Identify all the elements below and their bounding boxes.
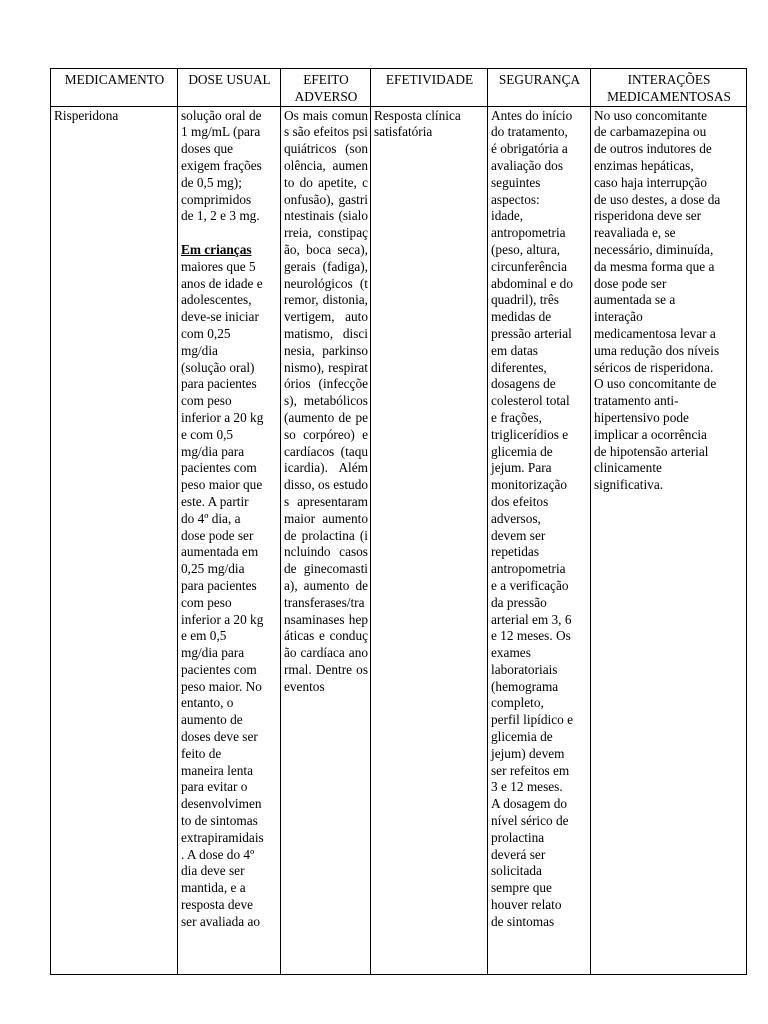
cell-medicamento: Risperidona <box>51 106 178 974</box>
table-row <box>51 106 747 974</box>
header-dose-usual: DOSE USUAL <box>178 69 281 107</box>
header-seguranca: SEGURANÇA <box>488 69 591 107</box>
header-efeito-adverso: EFEITO ADVERSO <box>281 69 371 107</box>
table-header-row <box>51 69 747 107</box>
medication-table <box>50 68 747 975</box>
cell-interacoes: No uso concomitante de carbamazepina ou de outros indutores de enzimas hepáticas, caso haja interrupção de uso destes, a dose da risperidona deve ser reavaliada e, se necessário, diminuída, da mesma forma que a dose pode ser aumentada se a interação medicamentosa levar a uma redução dos níveis séricos de risperidona. O uso concomitante de tratamento anti- hipertensivo pode implicar a ocorrência de hipotensão arterial clinicamente significativa. <box>591 106 747 974</box>
cell-efeito-adverso: Os mais comuns são efeitos psiquiátricos (sonolência, aumento do apetite, confusão), gastrintestinais (sialorreia, constipação, boca seca), gerais (fadiga), neurológicos (tremor, distonia, vertigem, automatismo, discinesia, parkinsonismo), respiratórios (infecções), metabólicos (aumento de peso corpóreo) e cardíacos (taquicardia). Além disso, os estudos apresentaram maior aumento de prolactina (incluindo casos de ginecomastia), aumento de transferases/transaminases hepáticas e condução cardíaca anormal. Dentre os eventos <box>281 106 371 974</box>
dose-subheading: Em crianças <box>181 241 252 257</box>
dose-body-text: maiores que 5 anos de idade e adolescentes, deve-se iniciar com 0,25 mg/dia (solução oral) para pacientes com peso inferior a 20 kg e com 0,5 mg/dia para pacientes com peso maior que este. A partir do 4º dia, a dose pode ser aumentada em 0,25 mg/dia para pacientes com peso inferior a 20 kg e em 0,5 mg/dia para pacientes com peso maior. No entanto, o aumento de doses deve ser feito de maneira lenta para evitar o desenvolvimen to de sintomas extrapiramidais . A dose do 4º dia deve ser mantida, e a resposta deve ser avaliada ao <box>181 258 264 929</box>
cell-dose-usual <box>178 106 281 974</box>
header-interacoes: INTERAÇÕES MEDICAMENTOSAS <box>591 69 747 107</box>
cell-seguranca: Antes do início do tratamento, é obrigatória a avaliação dos seguintes aspectos: idade, antropometria (peso, altura, circunferência abdominal e do quadril), três medidas de pressão arterial em datas diferentes, dosagens de colesterol total e frações, triglicerídios e glicemia de jejum. Para monitorização dos efeitos adversos, devem ser repetidas antropometria e a verificação da pressão arterial em 3, 6 e 12 meses. Os exames laboratoriais (hemograma completo, perfil lipídico e glicemia de jejum) devem ser refeitos em 3 e 12 meses. A dosagem do nível sérico de prolactina deverá ser solicitada sempre que houver relato de sintomas <box>488 106 591 974</box>
header-medicamento: MEDICAMENTO <box>51 69 178 107</box>
dose-intro-text: solução oral de 1 mg/mL (para doses que exigem frações de 0,5 mg); comprimidos de 1, 2 e 3 mg. <box>181 107 262 224</box>
cell-efetividade: Resposta clínica satisfatória <box>371 106 488 974</box>
header-efetividade: EFETIVIDADE <box>371 69 488 107</box>
